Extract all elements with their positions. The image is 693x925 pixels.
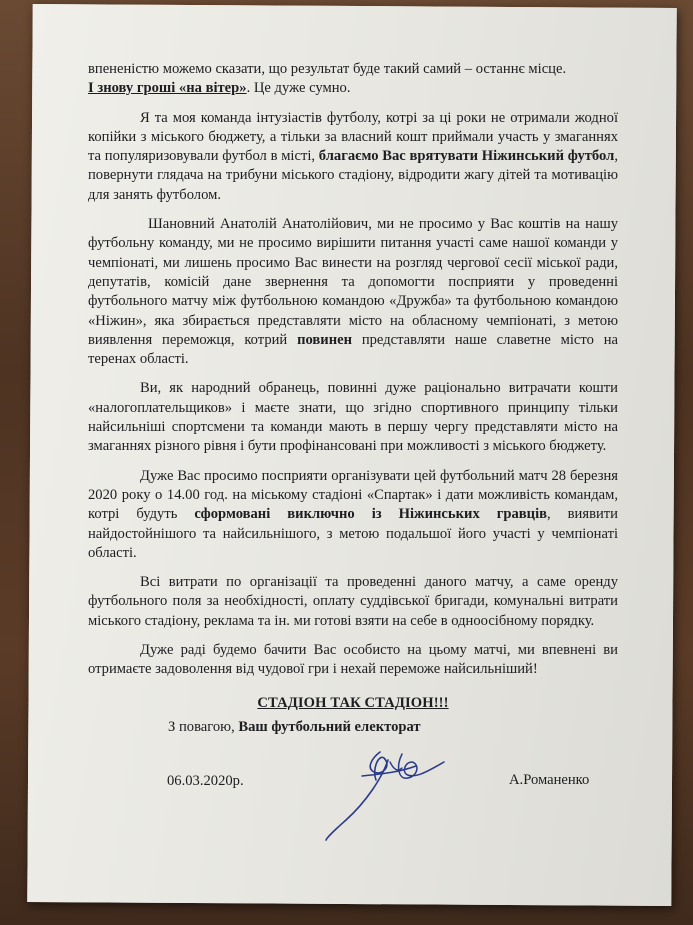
paragraph-request [88,215,618,369]
request-text: Шановний Анатолій Анатолійович, ми не просимо у Вас коштів на нашу футбольну команду, ми не просимо вирішити питання участі саме нашої команди у чемпіонаті, ми лишень просимо Вас винести на розгляд чергової сесії міської ради, депутатів, комісій дане звернення та допомогти посприяти у проведенні футбольного матчу між футбольною командою «Дружба» та футбольною командою «Ніжин», яка збирається представляти місто на обласному чемпіонаті, з метою виявлення переможця, котрий [88,216,618,348]
regards-signoff: Ваш футбольний електорат [238,719,421,735]
paragraph-invitation: Дуже раді будемо бачити Вас особисто на цьому матчі, ми впевнені ви отримаєте задоволення від чудової гри і нехай переможе найсильніший! [88,642,618,678]
intro-emphasis: І знову гроші «на вітер» [88,80,247,97]
paragraph-expenses: Всі витрати по організації та проведенні даного матчу, а саме оренду футбольного поля за необхідності, оплату суддівської бригади, комунальні витрати міського стадіону, реклама та ін. ми готові взяти на себе в одноосібному порядку. [88,574,618,629]
request-end: представляти наше славетне місто на теренах області. [88,331,618,368]
match-emphasis: сформовані виключно із Ніжинських гравців [194,506,548,523]
match-text: Дуже Вас просимо посприяти організувати цей футбольний матч 28 березня 2020 року о 14.00 год. на міському стадіоні «Спартак» і дати можливість командам, котрі будуть [88,467,618,523]
closing-regards [168,719,421,736]
letter-date: 06.03.2020р. [167,773,244,789]
paragraph-intro [88,60,618,99]
match-end: , виявити найдостойнішого та найсильнішого, з метою подальшої його участі у чемпіонаті області. [88,506,618,561]
plea-end: , повернути глядача на трибуни міського стадіону, відродити жагу дітей та мотивацію для занять футболом. [88,148,618,203]
paragraph-representative: Ви, як народний обранець, повинні дуже раціонально витрачати кошти «налогоплательщиков» і маєте знати, що згідно спортивного принципу тільки найсильніші спортсмени та команди мають в першу чергу представляти місто на змаганнях різного рівня і бути профінансовані при можливості з міського бюджету. [88,380,618,455]
plea-emphasis: благаємо Вас врятувати Ніжинський футбол [318,148,615,165]
intro-text: впененістю можемо сказати, що результат буде такий самий – останнє місце. [88,61,567,77]
paragraph-match [88,467,618,563]
request-emphasis: повинен [297,331,352,348]
handwritten-signature [322,736,452,844]
paragraph-plea [88,109,618,205]
letter-body [88,60,618,713]
regards-prefix: З повагою, [168,719,239,735]
author-name: А.Романенко [509,772,590,788]
plea-text: Я та моя команда інтузіастів футболу, котрі за ці роки не отримали жодної копійки з міського бюджету, а тільки за власний кошт приймали участь у змаганнях та популяризовували футбол в місті, [88,109,618,165]
intro-end: . Це дуже сумно. [246,80,351,97]
slogan: СТАДІОН ТАК СТАДІОН!!! [257,694,449,711]
